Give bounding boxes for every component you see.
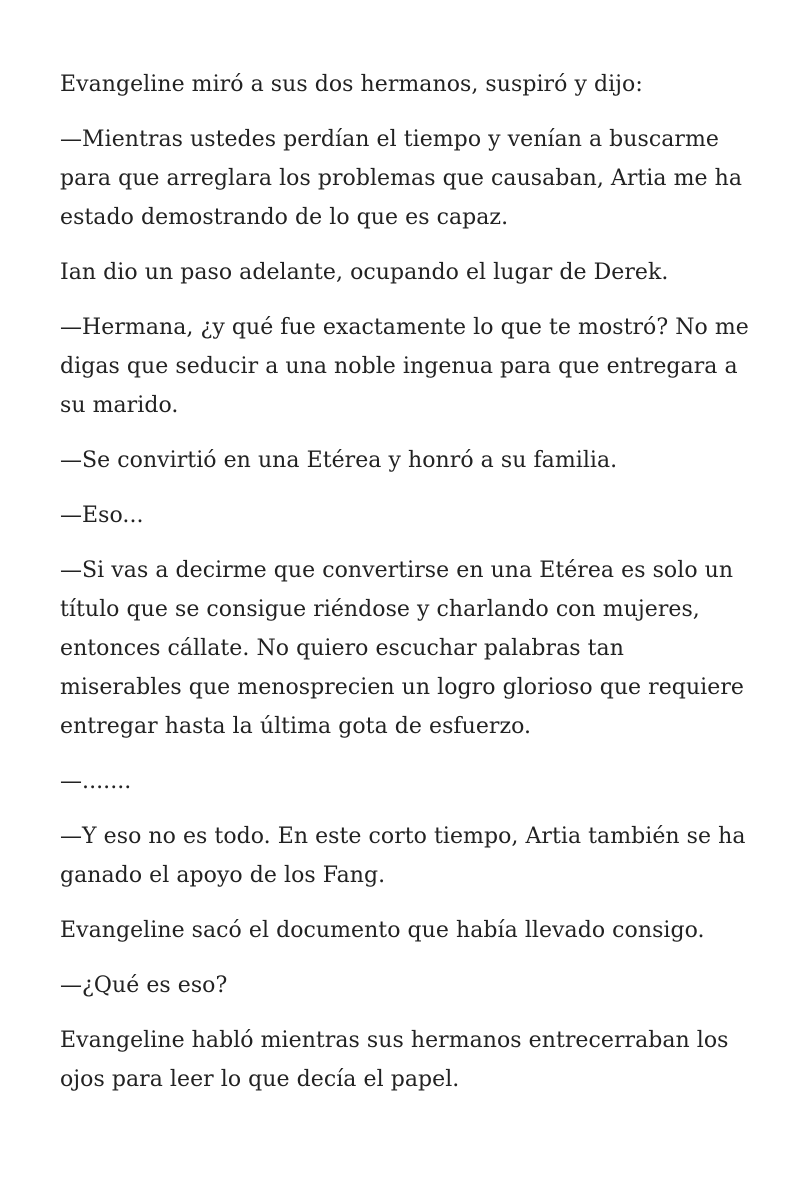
paragraph: —....... [60, 769, 132, 794]
paragraph: —Eso... [60, 503, 144, 528]
paragraph: Evangeline habló mientras sus hermanos entrecerraban los ojos para leer lo que decía el papel. [60, 1028, 729, 1092]
paragraph: Ian dio un paso adelante, ocupando el lugar de Derek. [60, 260, 669, 285]
paragraph: Evangeline sacó el documento que había llevado consigo. [60, 918, 705, 943]
document-body [60, 65, 750, 1115]
paragraph: —Si vas a decirme que convertirse en una Etérea es solo un título que se consigue riéndose y charlando con mujeres, entonces cállate. No quiero escuchar palabras tan miserables que menosprecien un logro glorioso que requiere entregar hasta la última gota de esfuerzo. [60, 558, 744, 739]
paragraph: —Se convirtió en una Etérea y honró a su familia. [60, 448, 618, 473]
paragraph: —Y eso no es todo. En este corto tiempo, Artia también se ha ganado el apoyo de los Fang. [60, 824, 746, 888]
paragraph: —¿Qué es eso? [60, 973, 228, 998]
paragraph: Evangeline miró a sus dos hermanos, suspiró y dijo: [60, 72, 643, 97]
paragraph: —Mientras ustedes perdían el tiempo y venían a buscarme para que arreglara los problemas que causaban, Artia me ha estado demostrando de lo que es capaz. [60, 127, 743, 230]
paragraph: —Hermana, ¿y qué fue exactamente lo que te mostró? No me digas que seducir a una noble ingenua para que entregara a su marido. [60, 315, 749, 418]
